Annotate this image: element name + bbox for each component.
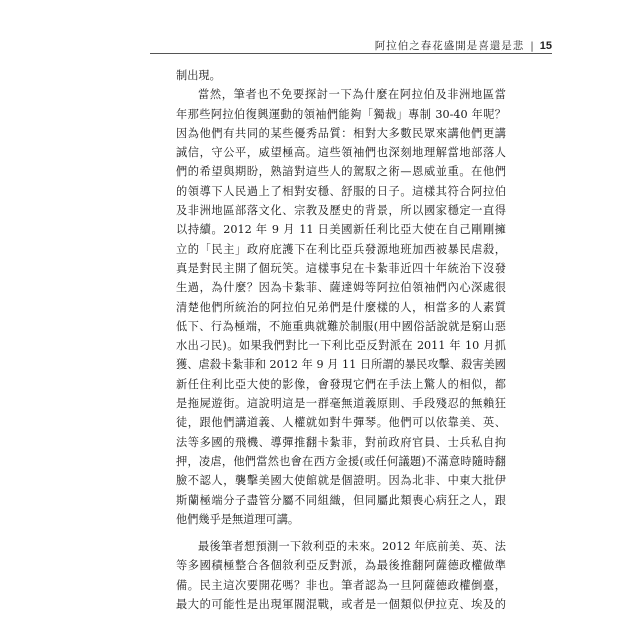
text-line: 等多國積極整合各個敘利亞反對派，為最後推翻阿薩德政權做準 xyxy=(176,559,506,573)
text-line: 最後筆者想預測一下敘利亞的未來。2012 年底前美、英、法 xyxy=(198,540,506,554)
text-line: 制出現。 xyxy=(176,69,221,82)
running-header-title: 阿拉伯之春花盛開是喜還是悲 xyxy=(374,40,525,52)
page-number: 15 xyxy=(539,39,552,52)
paragraph-gap xyxy=(176,529,506,537)
text-line: 立的「民主」政府庇護下在利比亞兵發源地班加西被暴民虐殺， xyxy=(176,242,506,256)
text-line: 誠信，守公平，威望極高。這些領袖們也深刻地理解當地部落人 xyxy=(176,146,506,160)
text-line: 最大的可能性是出現軍閥混戰，或者是一個類似伊拉克、埃及的 xyxy=(176,598,506,612)
text-line: 他們幾乎是無道理可講。 xyxy=(176,512,300,526)
text-line: 當然，筆者也不免要探討一下為什麼在阿拉伯及非洲地區當 xyxy=(198,88,506,102)
text-line: 斯蘭極端分子盡管分屬不同組織，但同屬此類喪心病狂之人，跟 xyxy=(176,493,506,507)
body-text xyxy=(176,66,506,614)
text-line: 法等多國的飛機、導彈推翻卡紮菲，對前政府官員、士兵私自拘 xyxy=(176,435,506,449)
text-line: 水出刁民)。如果我們對比一下利比亞反對派在 2011 年 10 月抓 xyxy=(176,339,506,353)
header-separator: | xyxy=(530,39,534,52)
text-line: 因為他們有共同的某些優秀品質：相對大多數民眾來講他們更講 xyxy=(176,126,506,140)
text-line: 是拖屍遊街。這說明這是一群毫無道義原則、手段殘忍的無賴狂 xyxy=(176,397,506,411)
text-line: 清楚他們所統治的阿拉伯兄弟們是什麼樣的人，相當多的人素質 xyxy=(176,300,506,314)
text-line: 獲、虐殺卡紮菲和 2012 年 9 月 11 日所謂的暴民攻擊、殺害美國 xyxy=(176,358,506,372)
text-line: 們的希望與期盼，熟諳對這些人的駕馭之術—恩威並重。在他們 xyxy=(176,165,506,179)
text-line: 以持續。2012 年 9 月 11 日美國新任利比亞大使在自己剛剛擁 xyxy=(176,223,506,237)
text-line: 徒，跟他們講道義、人權就如對牛彈琴。他們可以依靠美、英、 xyxy=(176,416,506,430)
text-line: 新任住利比亞大使的影像，會發現它們在手法上驚人的相似，都 xyxy=(176,377,506,391)
text-line: 臉不認人，襲擊美國大使館就是個證明。因為北非、中東大批伊 xyxy=(176,474,506,488)
text-line: 押，凌虐，他們當然也會在西方金援(或任何議題)不滿意時隨時翻 xyxy=(176,454,506,468)
text-line: 低下、行為極端，不施重典就難於制服(用中國俗話說就是窮山惡 xyxy=(176,319,506,333)
text-line: 年那些阿拉伯復興運動的領袖們能夠「獨裁」專制 30-40 年呢？ xyxy=(176,107,506,121)
text-line: 生過，為什麼？因為卡紮菲、薩達姆等阿拉伯領袖們內心深處很 xyxy=(176,281,506,295)
text-line: 備。民主這次要開花嗎？非也。筆者認為一旦阿薩德政權倒臺， xyxy=(176,578,506,592)
text-line: 真是對民主開了個玩笑。這樣事兒在卡紮菲近四十年統治下沒發 xyxy=(176,261,506,275)
header-rule xyxy=(150,53,552,54)
running-header xyxy=(375,38,552,53)
text-line: 及非洲地區部落文化、宗教及歷史的背景，所以國家穩定一直得 xyxy=(176,204,506,218)
text-line: 的領導下人民過上了相對安穩、舒服的日子。這樣其符合阿拉伯 xyxy=(176,184,506,198)
